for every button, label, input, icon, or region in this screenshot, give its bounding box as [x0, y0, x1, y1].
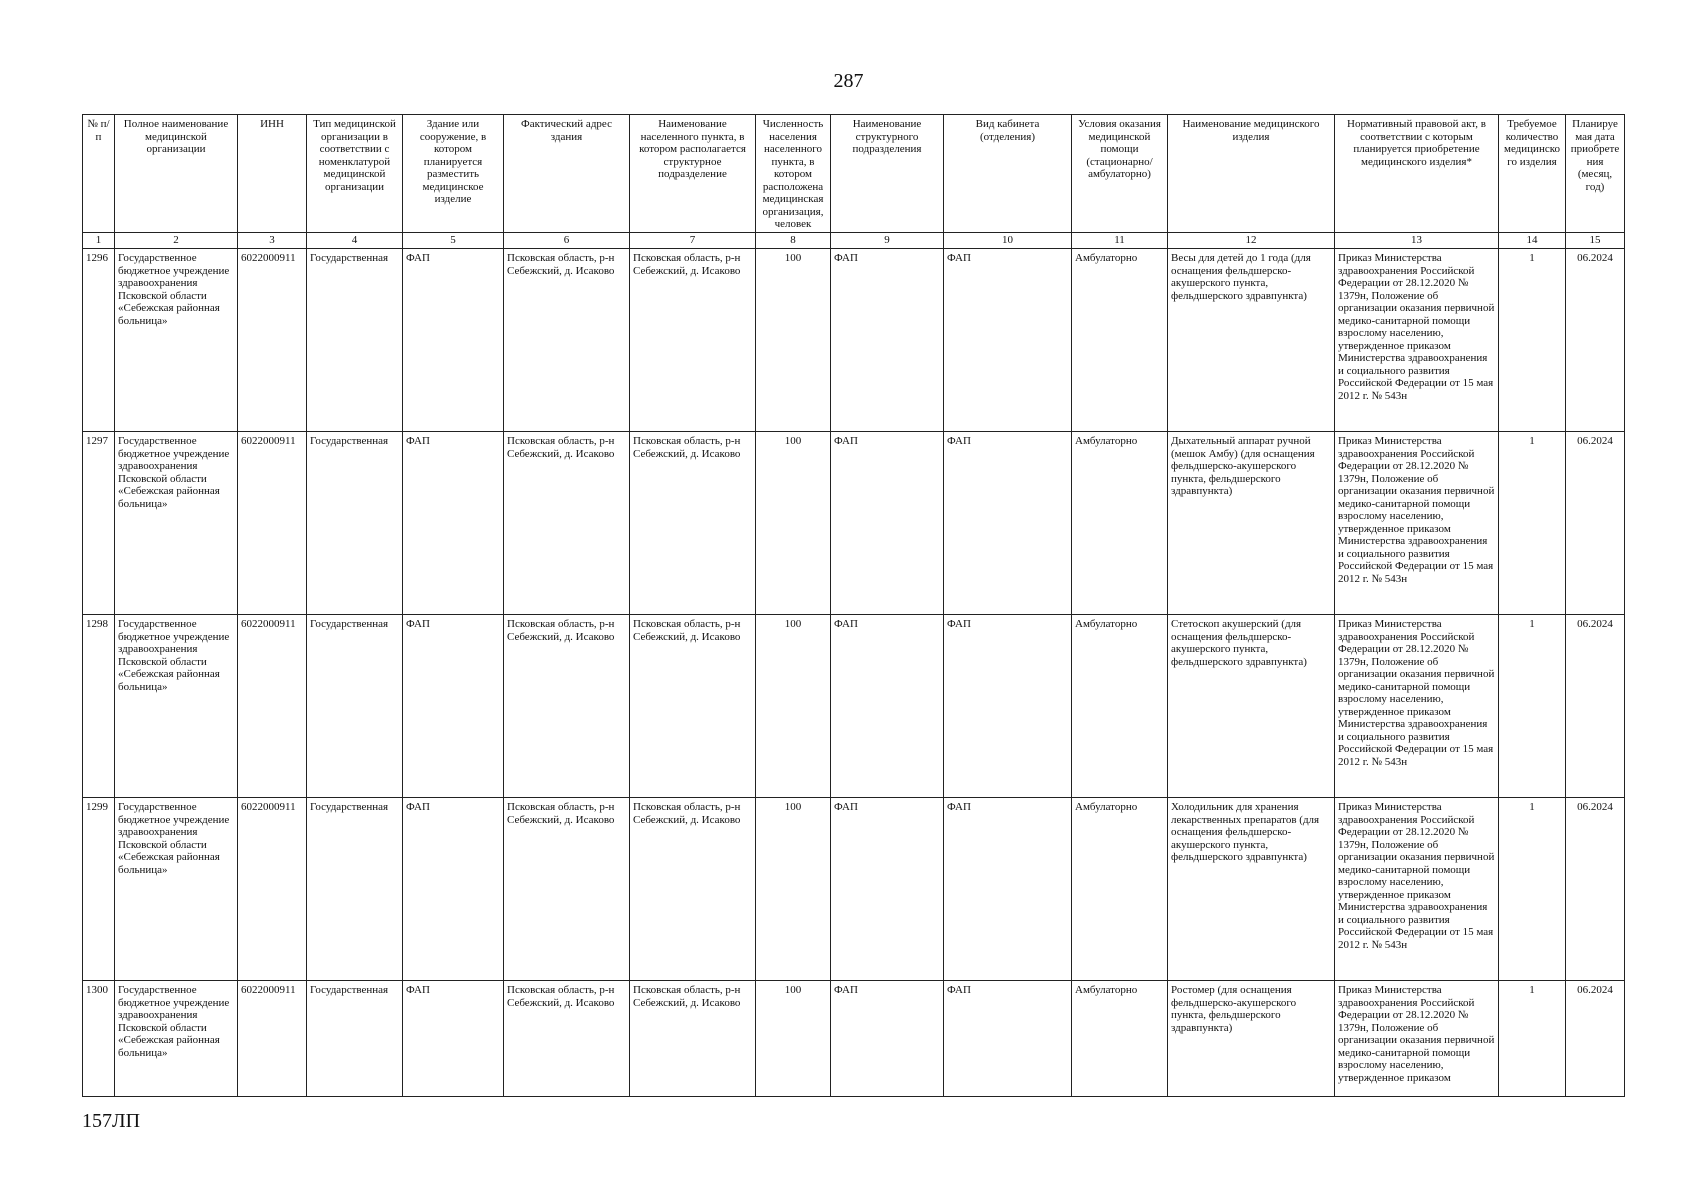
organization-name: Государственное бюджетное учреждение здравоохранения Псковской области «Себежская районная больница»: [115, 615, 238, 798]
column-number-row: [83, 233, 1625, 249]
care-conditions: Амбулаторно: [1072, 615, 1168, 798]
organization-name: Государственное бюджетное учреждение здравоохранения Псковской области «Себежская районная больница»: [115, 981, 238, 1097]
organization-name: Государственное бюджетное учреждение здравоохранения Псковской области «Себежская районная больница»: [115, 249, 238, 432]
organization-type: Государственная: [307, 615, 403, 798]
header-cell: Условия оказания медицинской помощи (стационарно/ амбулаторно): [1072, 115, 1168, 233]
row-number: 1298: [83, 615, 115, 798]
row-number: 1299: [83, 798, 115, 981]
population: 100: [756, 798, 831, 981]
address: Псковская область, р-н Себежский, д. Исаково: [504, 249, 630, 432]
quantity: 1: [1499, 432, 1566, 615]
building: ФАП: [403, 249, 504, 432]
legal-act: Приказ Министерства здравоохранения Российской Федерации от 28.12.2020 № 1379н, Положение об организации оказания первичной медико-санитарной помощи взрослому населению, утвержденное приказом Министерства здравоохранения и социального развития Российской Федерации от 15 мая 2012 г. № 543н: [1335, 249, 1499, 432]
care-conditions: Амбулаторно: [1072, 249, 1168, 432]
address: Псковская область, р-н Себежский, д. Исаково: [504, 798, 630, 981]
inn: 6022000911: [238, 798, 307, 981]
header-cell: Фактический адрес здания: [504, 115, 630, 233]
organization-type: Государственная: [307, 981, 403, 1097]
structural-unit: ФАП: [831, 249, 944, 432]
column-number: 11: [1072, 233, 1168, 249]
structural-unit: ФАП: [831, 432, 944, 615]
care-conditions: Амбулаторно: [1072, 432, 1168, 615]
column-number: 10: [944, 233, 1072, 249]
header-cell: Здание или сооружение, в котором планируется разместить медицинское изделие: [403, 115, 504, 233]
column-number: 4: [307, 233, 403, 249]
purchase-date: 06.2024: [1566, 249, 1625, 432]
column-number: 1: [83, 233, 115, 249]
legal-act: Приказ Министерства здравоохранения Российской Федерации от 28.12.2020 № 1379н, Положение об организации оказания первичной медико-санитарной помощи взрослому населению, утвержденное приказом Министерства здравоохранения и социального развития Российской Федерации от 15 мая 2012 г. № 543н: [1335, 615, 1499, 798]
inn: 6022000911: [238, 981, 307, 1097]
column-number: 2: [115, 233, 238, 249]
table-row: [83, 615, 1625, 798]
quantity: 1: [1499, 615, 1566, 798]
care-conditions: Амбулаторно: [1072, 981, 1168, 1097]
building: ФАП: [403, 798, 504, 981]
row-number: 1296: [83, 249, 115, 432]
column-number: 5: [403, 233, 504, 249]
device-name: Холодильник для хранения лекарственных препаратов (для оснащения фельдшерско-акушерского пункта, фельдшерского здравпункта): [1168, 798, 1335, 981]
column-number: 6: [504, 233, 630, 249]
purchase-date: 06.2024: [1566, 615, 1625, 798]
cabinet-type: ФАП: [944, 615, 1072, 798]
column-number: 7: [630, 233, 756, 249]
header-cell: Планируемая дата приобретения (месяц, год): [1566, 115, 1625, 233]
inn: 6022000911: [238, 615, 307, 798]
locality: Псковская область, р-н Себежский, д. Исаково: [630, 615, 756, 798]
header-cell: Полное наименование медицинской организации: [115, 115, 238, 233]
header-cell: ИНН: [238, 115, 307, 233]
column-number: 15: [1566, 233, 1625, 249]
population: 100: [756, 981, 831, 1097]
column-number: 12: [1168, 233, 1335, 249]
device-name: Дыхательный аппарат ручной (мешок Амбу) (для оснащения фельдшерско-акушерского пункта, фельдшерского здравпункта): [1168, 432, 1335, 615]
cabinet-type: ФАП: [944, 432, 1072, 615]
column-number: 14: [1499, 233, 1566, 249]
organization-name: Государственное бюджетное учреждение здравоохранения Псковской области «Себежская районная больница»: [115, 798, 238, 981]
cabinet-type: ФАП: [944, 249, 1072, 432]
locality: Псковская область, р-н Себежский, д. Исаково: [630, 249, 756, 432]
legal-act: Приказ Министерства здравоохранения Российской Федерации от 28.12.2020 № 1379н, Положение об организации оказания первичной медико-санитарной помощи взрослому населению, утвержденное приказом Министерства здравоохранения и социального развития Российской Федерации от 15 мая 2012 г. № 543н: [1335, 432, 1499, 615]
table-row: [83, 798, 1625, 981]
header-cell: Нормативный правовой акт, в соответствии с которым планируется приобретение медицинского изделия*: [1335, 115, 1499, 233]
table-row: [83, 432, 1625, 615]
purchase-date: 06.2024: [1566, 981, 1625, 1097]
header-cell: № п/п: [83, 115, 115, 233]
address: Псковская область, р-н Себежский, д. Исаково: [504, 981, 630, 1097]
care-conditions: Амбулаторно: [1072, 798, 1168, 981]
locality: Псковская область, р-н Себежский, д. Исаково: [630, 981, 756, 1097]
header-cell: Численность населения населенного пункта, в котором расположена медицинская организация, человек: [756, 115, 831, 233]
legal-act: Приказ Министерства здравоохранения Российской Федерации от 28.12.2020 № 1379н, Положение об организации оказания первичной медико-санитарной помощи взрослому населению, утвержденное приказом: [1335, 981, 1499, 1097]
purchase-date: 06.2024: [1566, 798, 1625, 981]
column-number: 3: [238, 233, 307, 249]
device-name: Весы для детей до 1 года (для оснащения фельдшерско-акушерского пункта, фельдшерского здравпункта): [1168, 249, 1335, 432]
purchase-date: 06.2024: [1566, 432, 1625, 615]
locality: Псковская область, р-н Себежский, д. Исаково: [630, 432, 756, 615]
device-name: Стетоскоп акушерский (для оснащения фельдшерско-акушерского пункта, фельдшерского здравпункта): [1168, 615, 1335, 798]
quantity: 1: [1499, 249, 1566, 432]
structural-unit: ФАП: [831, 798, 944, 981]
row-number: 1297: [83, 432, 115, 615]
locality: Псковская область, р-н Себежский, д. Исаково: [630, 798, 756, 981]
address: Псковская область, р-н Себежский, д. Исаково: [504, 615, 630, 798]
header-cell: Наименование медицинского изделия: [1168, 115, 1335, 233]
organization-type: Государственная: [307, 798, 403, 981]
building: ФАП: [403, 615, 504, 798]
organization-name: Государственное бюджетное учреждение здравоохранения Псковской области «Себежская районная больница»: [115, 432, 238, 615]
structural-unit: ФАП: [831, 615, 944, 798]
header-cell: Наименование населенного пункта, в котором располагается структурное подразделение: [630, 115, 756, 233]
column-number: 8: [756, 233, 831, 249]
header-cell: Требуемое количество медицинского изделия: [1499, 115, 1566, 233]
header-cell: Тип медицинской организации в соответствии с номенклатурой медицинской организации: [307, 115, 403, 233]
table-row: [83, 981, 1625, 1097]
inn: 6022000911: [238, 432, 307, 615]
device-name: Ростомер (для оснащения фельдшерско-акушерского пункта, фельдшерского здравпункта): [1168, 981, 1335, 1097]
page-number: 287: [833, 70, 864, 92]
legal-act: Приказ Министерства здравоохранения Российской Федерации от 28.12.2020 № 1379н, Положение об организации оказания первичной медико-санитарной помощи взрослому населению, утвержденное приказом Министерства здравоохранения и социального развития Российской Федерации от 15 мая 2012 г. № 543н: [1335, 798, 1499, 981]
cabinet-type: ФАП: [944, 798, 1072, 981]
column-number: 9: [831, 233, 944, 249]
quantity: 1: [1499, 981, 1566, 1097]
population: 100: [756, 432, 831, 615]
organization-type: Государственная: [307, 249, 403, 432]
building: ФАП: [403, 981, 504, 1097]
population: 100: [756, 615, 831, 798]
organization-type: Государственная: [307, 432, 403, 615]
table-row: [83, 249, 1625, 432]
document-code: 157ЛП: [82, 1110, 141, 1132]
cabinet-type: ФАП: [944, 981, 1072, 1097]
population: 100: [756, 249, 831, 432]
header-cell: Вид кабинета (отделения): [944, 115, 1072, 233]
medical-equipment-table: [82, 114, 1625, 1097]
inn: 6022000911: [238, 249, 307, 432]
table-header-row: [83, 115, 1625, 233]
building: ФАП: [403, 432, 504, 615]
quantity: 1: [1499, 798, 1566, 981]
structural-unit: ФАП: [831, 981, 944, 1097]
row-number: 1300: [83, 981, 115, 1097]
column-number: 13: [1335, 233, 1499, 249]
header-cell: Наименование структурного подразделения: [831, 115, 944, 233]
address: Псковская область, р-н Себежский, д. Исаково: [504, 432, 630, 615]
